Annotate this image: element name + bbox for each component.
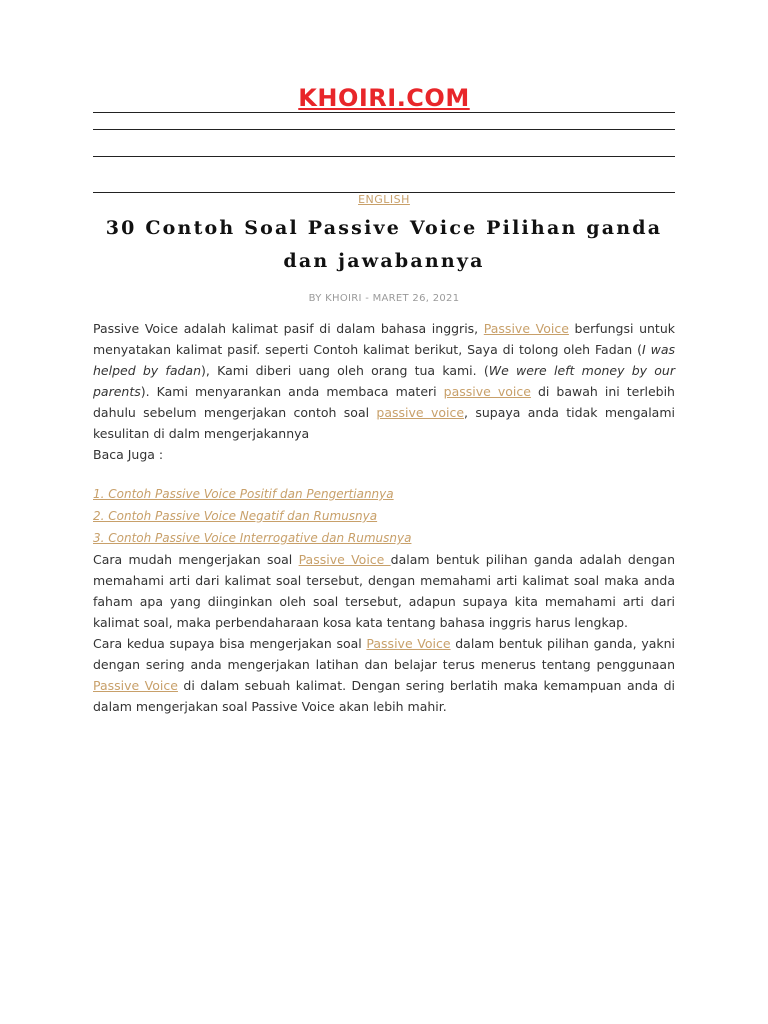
nav-divider-top bbox=[93, 129, 675, 130]
related-links bbox=[93, 483, 675, 549]
related-item bbox=[93, 505, 675, 527]
intro-text-1: Passive Voice adalah kalimat pasif di dalam bahasa inggris, bbox=[93, 321, 484, 336]
related-link-negatif[interactable]: 2. Contoh Passive Voice Negatif dan Rumusnya bbox=[93, 509, 378, 523]
tips1-text-1: Cara mudah mengerjakan soal bbox=[93, 552, 299, 567]
related-link-interrogative[interactable]: 3. Contoh Passive Voice Interrogative dan Rumusnya bbox=[93, 531, 412, 545]
intro-example-1: I was helped by fadan bbox=[93, 342, 675, 378]
tips1-text-2: dalam bentuk pilihan ganda adalah dengan memahami arti dari kalimat soal tersebut, dengan memahami arti kalimat soal maka anda faham apa yang diinginkan oleh soal tersebut, adapun supaya kita memahami arti dari kalimat soal, maka perbendaharaan kosa kata tentang bahasa inggris harus lengkap. bbox=[93, 552, 675, 630]
passive-voice-material-link[interactable]: passive voice bbox=[443, 384, 531, 399]
intro-text-5: di bawah ini terlebih dahulu sebelum mengerjakan contoh soal bbox=[93, 384, 675, 420]
tips-paragraph-1 bbox=[93, 549, 675, 633]
tips2-text-2: dalam bentuk pilihan ganda, yakni dengan sering anda mengerjakan latihan dan belajar terus menerus tentang penggunaan bbox=[93, 636, 676, 672]
intro-example-2: We were left money by our parents bbox=[93, 363, 675, 399]
tips2-text-1: Cara kedua supaya bisa mengerjakan soal bbox=[93, 636, 367, 651]
nav-divider-middle bbox=[93, 156, 675, 157]
intro-text-6: , supaya anda tidak mengalami kesulitan di dalm mengerjakannya bbox=[93, 405, 675, 441]
passive-voice-example-link[interactable]: passive voice bbox=[376, 405, 465, 420]
passive-voice-link[interactable]: Passive Voice bbox=[483, 321, 569, 336]
tips2-text-3: di dalam sebuah kalimat. Dengan sering berlatih maka kemampuan anda di dalam mengerjakan soal Passive Voice akan lebih mahir. bbox=[93, 678, 675, 714]
post-title: 30 Contoh Soal Passive Voice Pilihan ganda dan jawabannya bbox=[105, 217, 663, 272]
intro-paragraph bbox=[93, 318, 675, 444]
intro-text-3: ), Kami diberi uang oleh orang tua kami. ( bbox=[201, 363, 489, 378]
intro-text-4: ). Kami menyarankan anda membaca materi bbox=[140, 384, 444, 399]
related-item bbox=[93, 483, 675, 505]
baca-juga-label: Baca Juga : bbox=[93, 447, 164, 462]
passive-voice-link[interactable]: Passive Voice bbox=[298, 552, 391, 567]
header-divider bbox=[93, 112, 675, 113]
intro-text-2: berfungsi untuk menyatakan kalimat pasif. seperti Contoh kalimat berikut, Saya di tolong oleh Fadan ( bbox=[93, 321, 675, 357]
category-link[interactable]: ENGLISH bbox=[358, 193, 410, 206]
passive-voice-link[interactable]: Passive Voice bbox=[93, 678, 178, 693]
related-link-positif[interactable]: 1. Contoh Passive Voice Positif dan Pengertiannya bbox=[93, 487, 394, 501]
tips-paragraph-2 bbox=[93, 633, 675, 717]
post-meta: BY KHOIRI - MARET 26, 2021 bbox=[308, 293, 460, 304]
site-logo[interactable]: KHOIRI.COM bbox=[298, 84, 470, 112]
related-item bbox=[93, 527, 675, 549]
spacer bbox=[93, 465, 675, 483]
post-category bbox=[0, 193, 768, 206]
passive-voice-link[interactable]: Passive Voice bbox=[366, 636, 451, 651]
post-content bbox=[93, 318, 675, 717]
